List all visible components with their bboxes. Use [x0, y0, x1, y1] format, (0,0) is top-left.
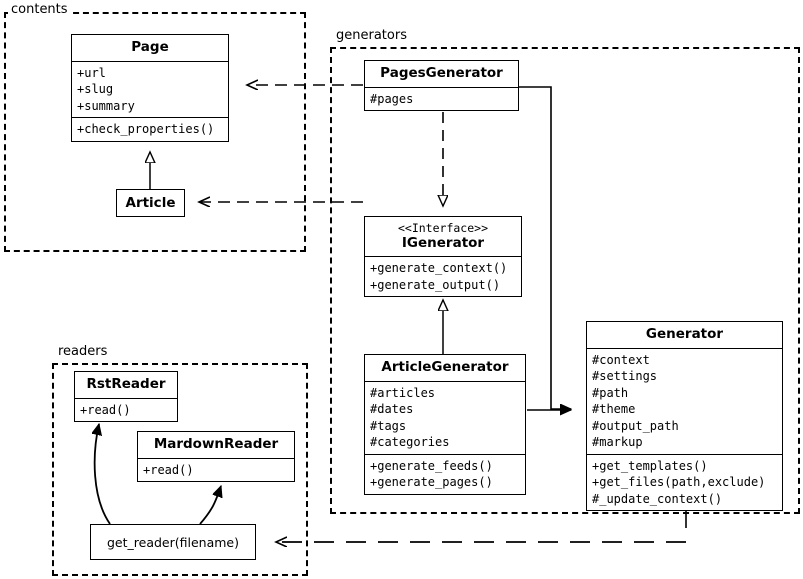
method: +generate_output() — [370, 277, 501, 292]
class-page-methods — [72, 117, 228, 141]
method: +generate_context() — [370, 261, 508, 276]
method: +read() — [143, 462, 194, 477]
class-pages-generator-attributes — [365, 87, 518, 111]
class-article-generator-name: ArticleGenerator — [381, 359, 509, 375]
attribute: #path — [592, 385, 629, 400]
class-mardown-reader-methods — [138, 458, 294, 482]
class-article-name: Article — [125, 195, 176, 211]
method: #_update_context() — [592, 491, 723, 506]
class-igenerator-stereotype: <<Interface>> — [397, 221, 488, 235]
attribute: #categories — [370, 435, 450, 450]
class-igenerator-name — [365, 217, 521, 256]
class-rst-reader-methods — [75, 398, 177, 422]
method: +get_files(path,exclude) — [592, 475, 766, 490]
method: +check_properties() — [77, 122, 215, 137]
class-article[interactable] — [116, 189, 185, 217]
class-page-attributes — [72, 61, 228, 118]
method: +get_templates() — [592, 458, 708, 473]
attribute: #theme — [592, 402, 636, 417]
class-article-generator-attributes — [365, 381, 525, 454]
package-generators-label: generators — [333, 28, 410, 43]
class-pages-generator[interactable] — [364, 60, 519, 111]
attribute: +url — [77, 65, 106, 80]
attribute: #pages — [370, 91, 414, 106]
package-contents-label: contents — [8, 2, 71, 17]
method: +generate_pages() — [370, 475, 493, 490]
class-igenerator[interactable] — [364, 216, 522, 297]
attribute: +slug — [77, 82, 114, 97]
attribute: #context — [592, 352, 650, 367]
class-article-generator[interactable] — [364, 354, 526, 495]
class-igenerator-methods — [365, 256, 521, 296]
package-readers-label: readers — [55, 344, 110, 359]
method: +read() — [80, 402, 131, 417]
attribute: #markup — [592, 435, 643, 450]
class-mardown-reader-name: MardownReader — [153, 436, 279, 452]
attribute: #settings — [592, 369, 658, 384]
class-generator-methods — [587, 454, 782, 511]
class-rst-reader-name: RstReader — [86, 376, 166, 392]
class-generator-attributes — [587, 348, 782, 454]
attribute: #tags — [370, 418, 407, 433]
class-mardown-reader[interactable] — [137, 431, 295, 482]
method: +generate_feeds() — [370, 458, 493, 473]
class-article-generator-methods — [365, 454, 525, 494]
function-get-reader-label: get_reader(filename) — [107, 534, 239, 550]
class-page-name: Page — [131, 39, 169, 55]
function-get-reader[interactable] — [90, 524, 256, 560]
class-pages-generator-name: PagesGenerator — [380, 65, 503, 81]
attribute: #articles — [370, 385, 436, 400]
class-generator-name: Generator — [645, 326, 724, 342]
class-igenerator-label: IGenerator — [401, 234, 485, 251]
class-generator[interactable] — [586, 321, 783, 511]
attribute: +summary — [77, 98, 135, 113]
class-rst-reader[interactable] — [74, 371, 178, 422]
attribute: #output_path — [592, 418, 679, 433]
class-page[interactable] — [71, 34, 229, 142]
attribute: #dates — [370, 402, 414, 417]
